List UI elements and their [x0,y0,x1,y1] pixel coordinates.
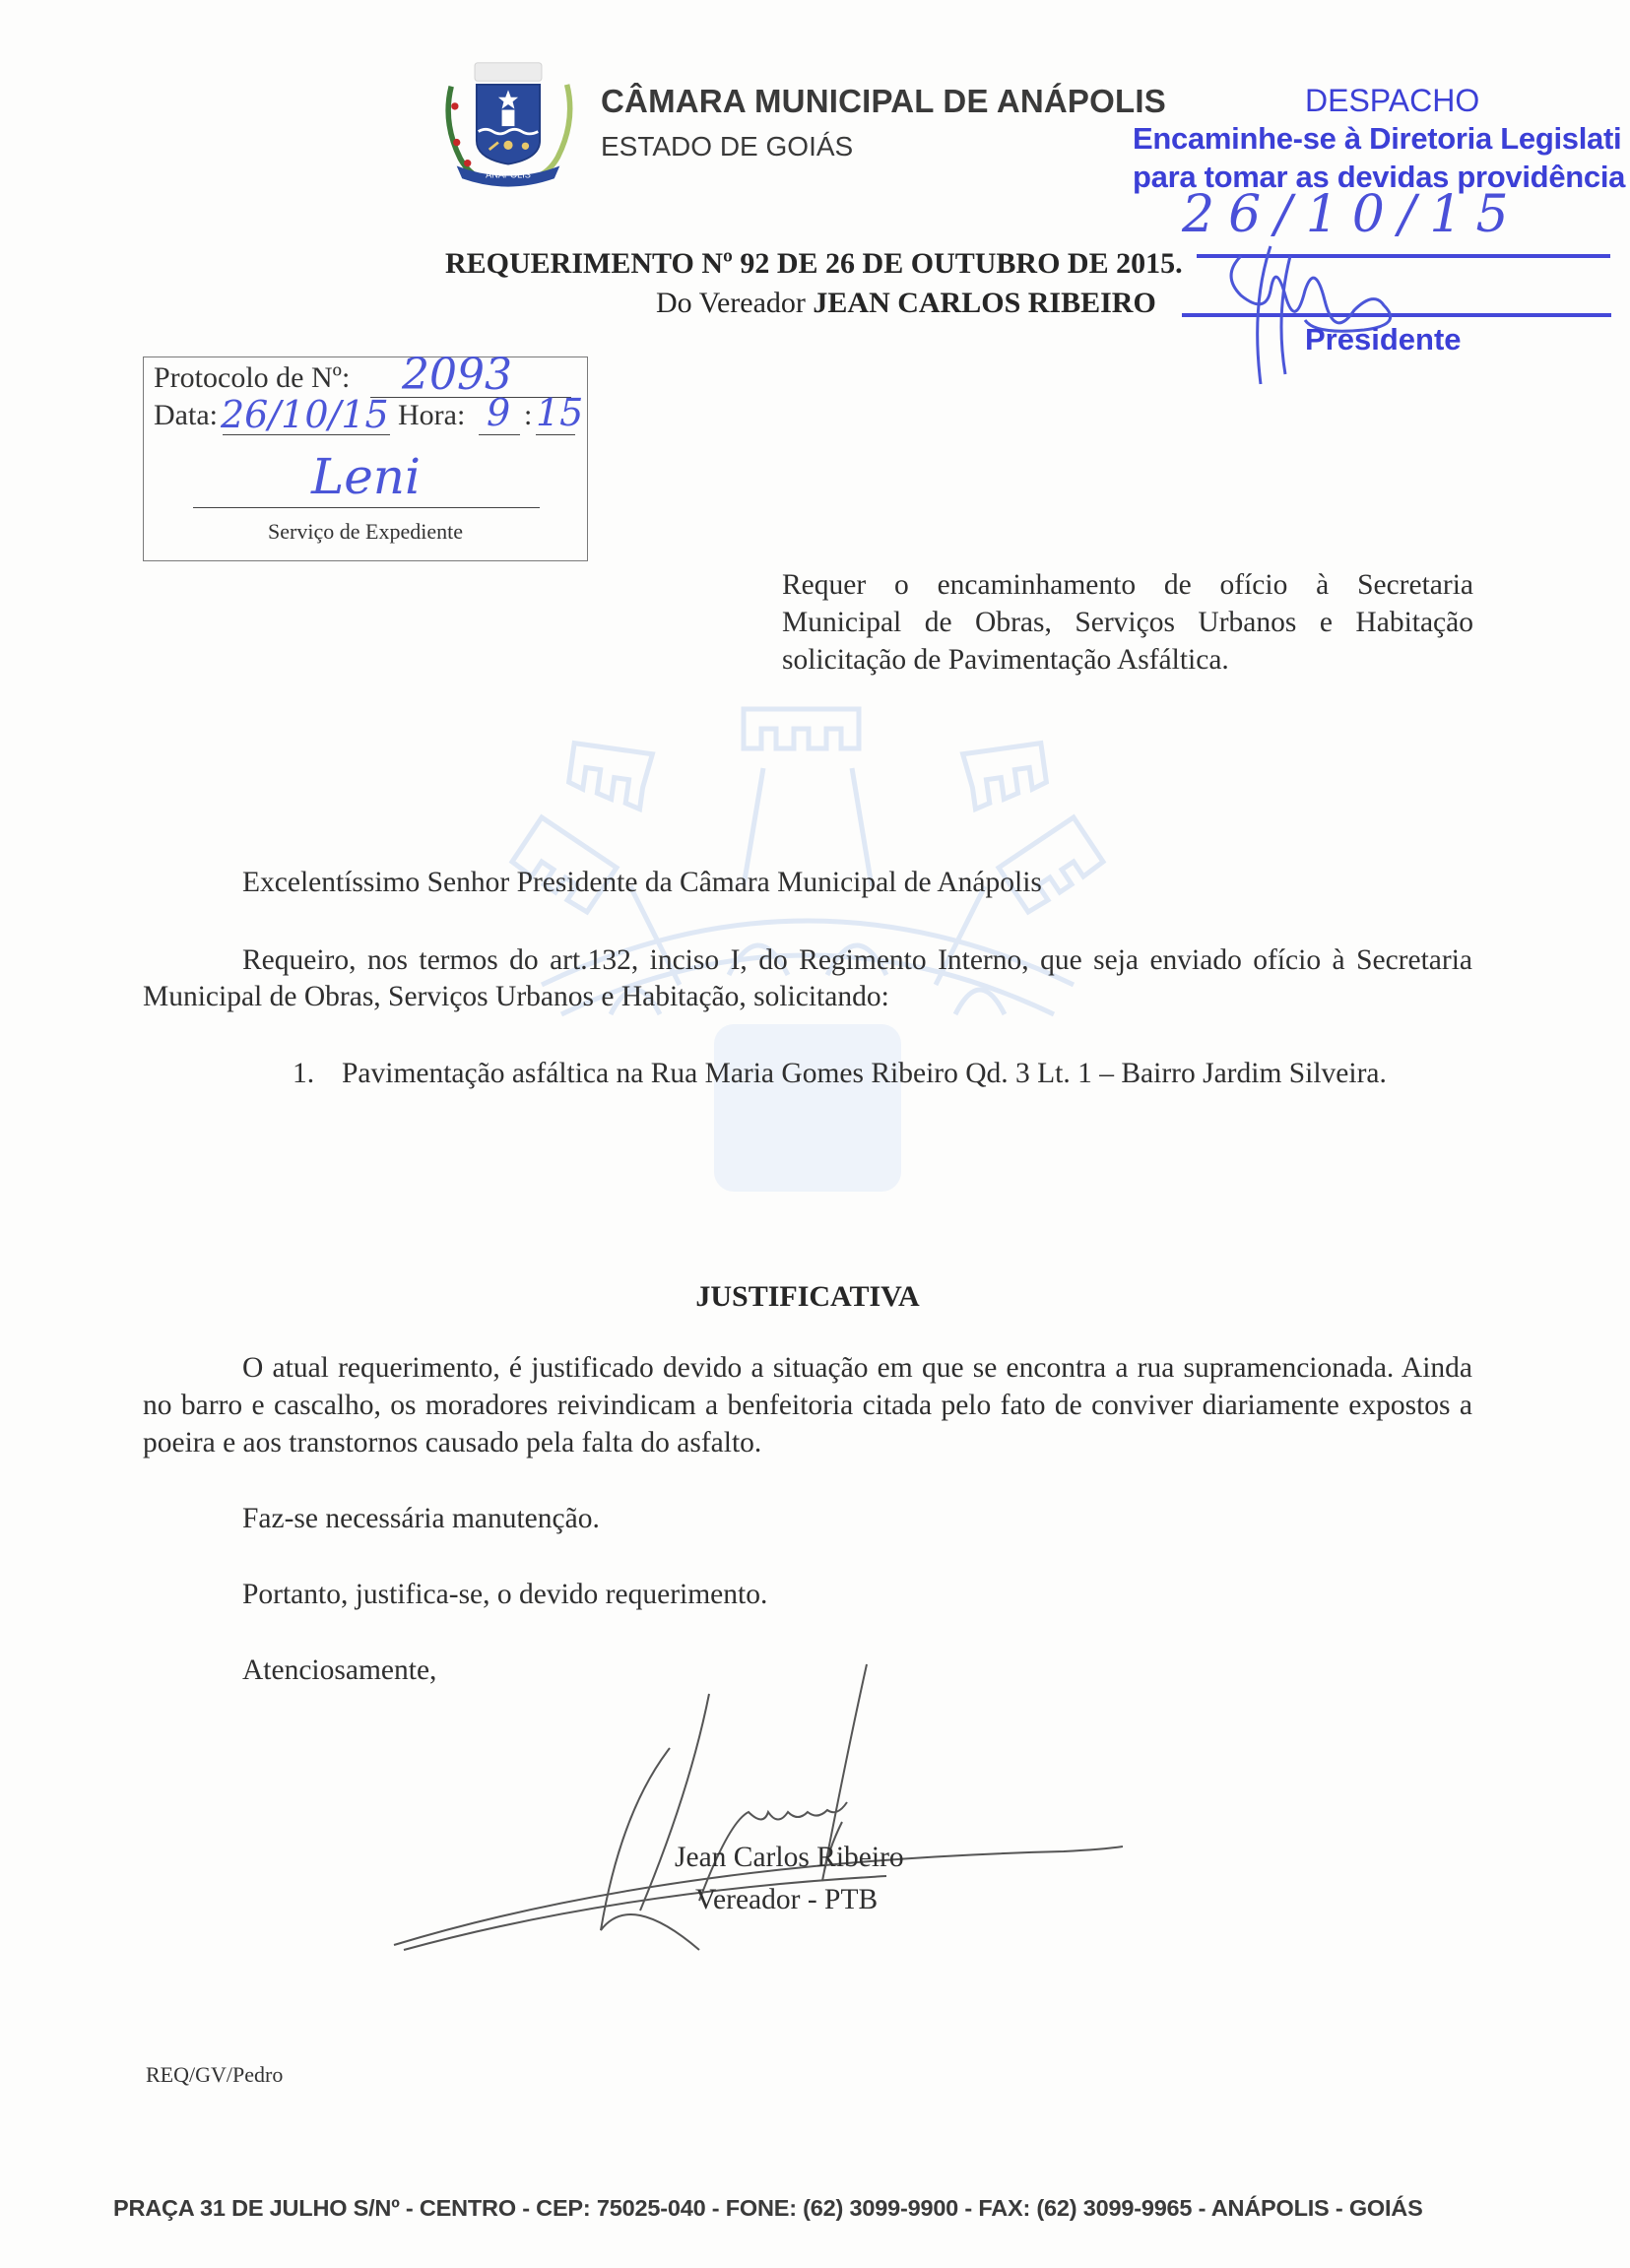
clerk-signature-line [193,507,540,508]
salutation: Excelentíssimo Senhor Presidente da Câmara Municipal de Anápolis [242,867,1042,898]
signer-role: Vereador - PTB [695,1884,879,1915]
author-name: JEAN CARLOS RIBEIRO [813,287,1156,319]
time-minute: 15 [536,391,584,434]
justification-paragraph: O atual requerimento, é justificado devido a situação em que se encontra a rua supramencionada. Ainda no barro e cascalho, os moradores reivindicam a benfeitoria citada pelo fato de conviver diariamente expostos a poeira e aos transtornos causado pela falta do asfalto. [143,1352,1472,1458]
reference-code: REQ/GV/Pedro [146,2062,284,2087]
councilman-signature-icon [374,1654,1123,1979]
footer-address: PRAÇA 31 DE JULHO S/Nº - CENTRO - CEP: 75025-040 - FONE: (62) 3099-9900 - FAX: (62) 3099-9965 - ANÁPOLIS - GOIÁS [113,2195,1423,2221]
justification-heading: JUSTIFICATIVA [695,1280,920,1313]
protocol-box [143,350,588,561]
seal-label: ANÁPOLIS [486,169,531,180]
service-label: Serviço de Expediente [268,519,463,544]
request-paragraph: Requeiro, nos termos do art.132, inciso I, do Regimento Interno, que seja enviado ofício à Secretaria Municipal de Obras, Serviços Urbanos e Habitação, solicitando: [143,944,1472,1012]
conclusion-statement: Portanto, justifica-se, o devido requerimento. [242,1579,768,1610]
time-hour-underline [479,434,520,435]
necessity-statement: Faz-se necessária manutenção. [242,1503,600,1534]
despacho-stamp-title: DESPACHO [1305,83,1480,118]
date-day: 26 [221,393,269,436]
institution-name: CÂMARA MUNICIPAL DE ANÁPOLIS [601,83,1166,119]
summary-line-1: Requer o encaminhamento de ofício à Secretaria [782,569,1473,601]
time-label: Hora: [398,399,466,431]
author-prefix: Do Vereador [656,287,814,319]
date-value: 26/10/15 [221,393,389,436]
time-hour: 9 [487,391,511,434]
request-summary [782,566,1473,679]
list-item-number: 1. [293,1058,315,1089]
summary-line-3: solicitação de Pavimentação Asfáltica. [782,644,1229,676]
date-year: 15 [341,393,389,436]
despacho-stamp-line-1: Encaminhe-se à Diretoria Legislati [1133,121,1622,156]
despacho-stamp-line-2: para tomar as devidas providência [1133,160,1626,194]
time-separator: : [524,399,533,431]
state-name: ESTADO DE GOIÁS [601,131,854,162]
document-author [656,287,1156,320]
protocol-label: Protocolo de Nº: [154,361,351,394]
list-item-text: Pavimentação asfáltica na Rua Maria Gomes Ribeiro Qd. 3 Lt. 1 – Bairro Jardim Silveira. [342,1058,1387,1089]
protocol-number: 2093 [402,350,512,400]
despacho-signer-role: Presidente [1305,322,1462,356]
municipal-seal-icon [431,57,585,197]
list-item [293,1056,1472,1092]
signer-name: Jean Carlos Ribeiro [675,1842,904,1873]
summary-line-2: Municipal de Obras, Serviços Urbanos e Habitação [782,607,1473,638]
closing: Atenciosamente, [242,1654,437,1686]
date-label: Data: [154,399,218,431]
president-signature-icon [1211,236,1428,394]
despacho-handwritten-date: 26/10/15 [1182,185,1523,244]
time-minute-underline [536,434,575,435]
document-title: REQUERIMENTO Nº 92 DE 26 DE OUTUBRO DE 2015. [445,247,1183,280]
date-month: 10 [281,393,329,436]
clerk-initials: Leni [311,448,421,505]
